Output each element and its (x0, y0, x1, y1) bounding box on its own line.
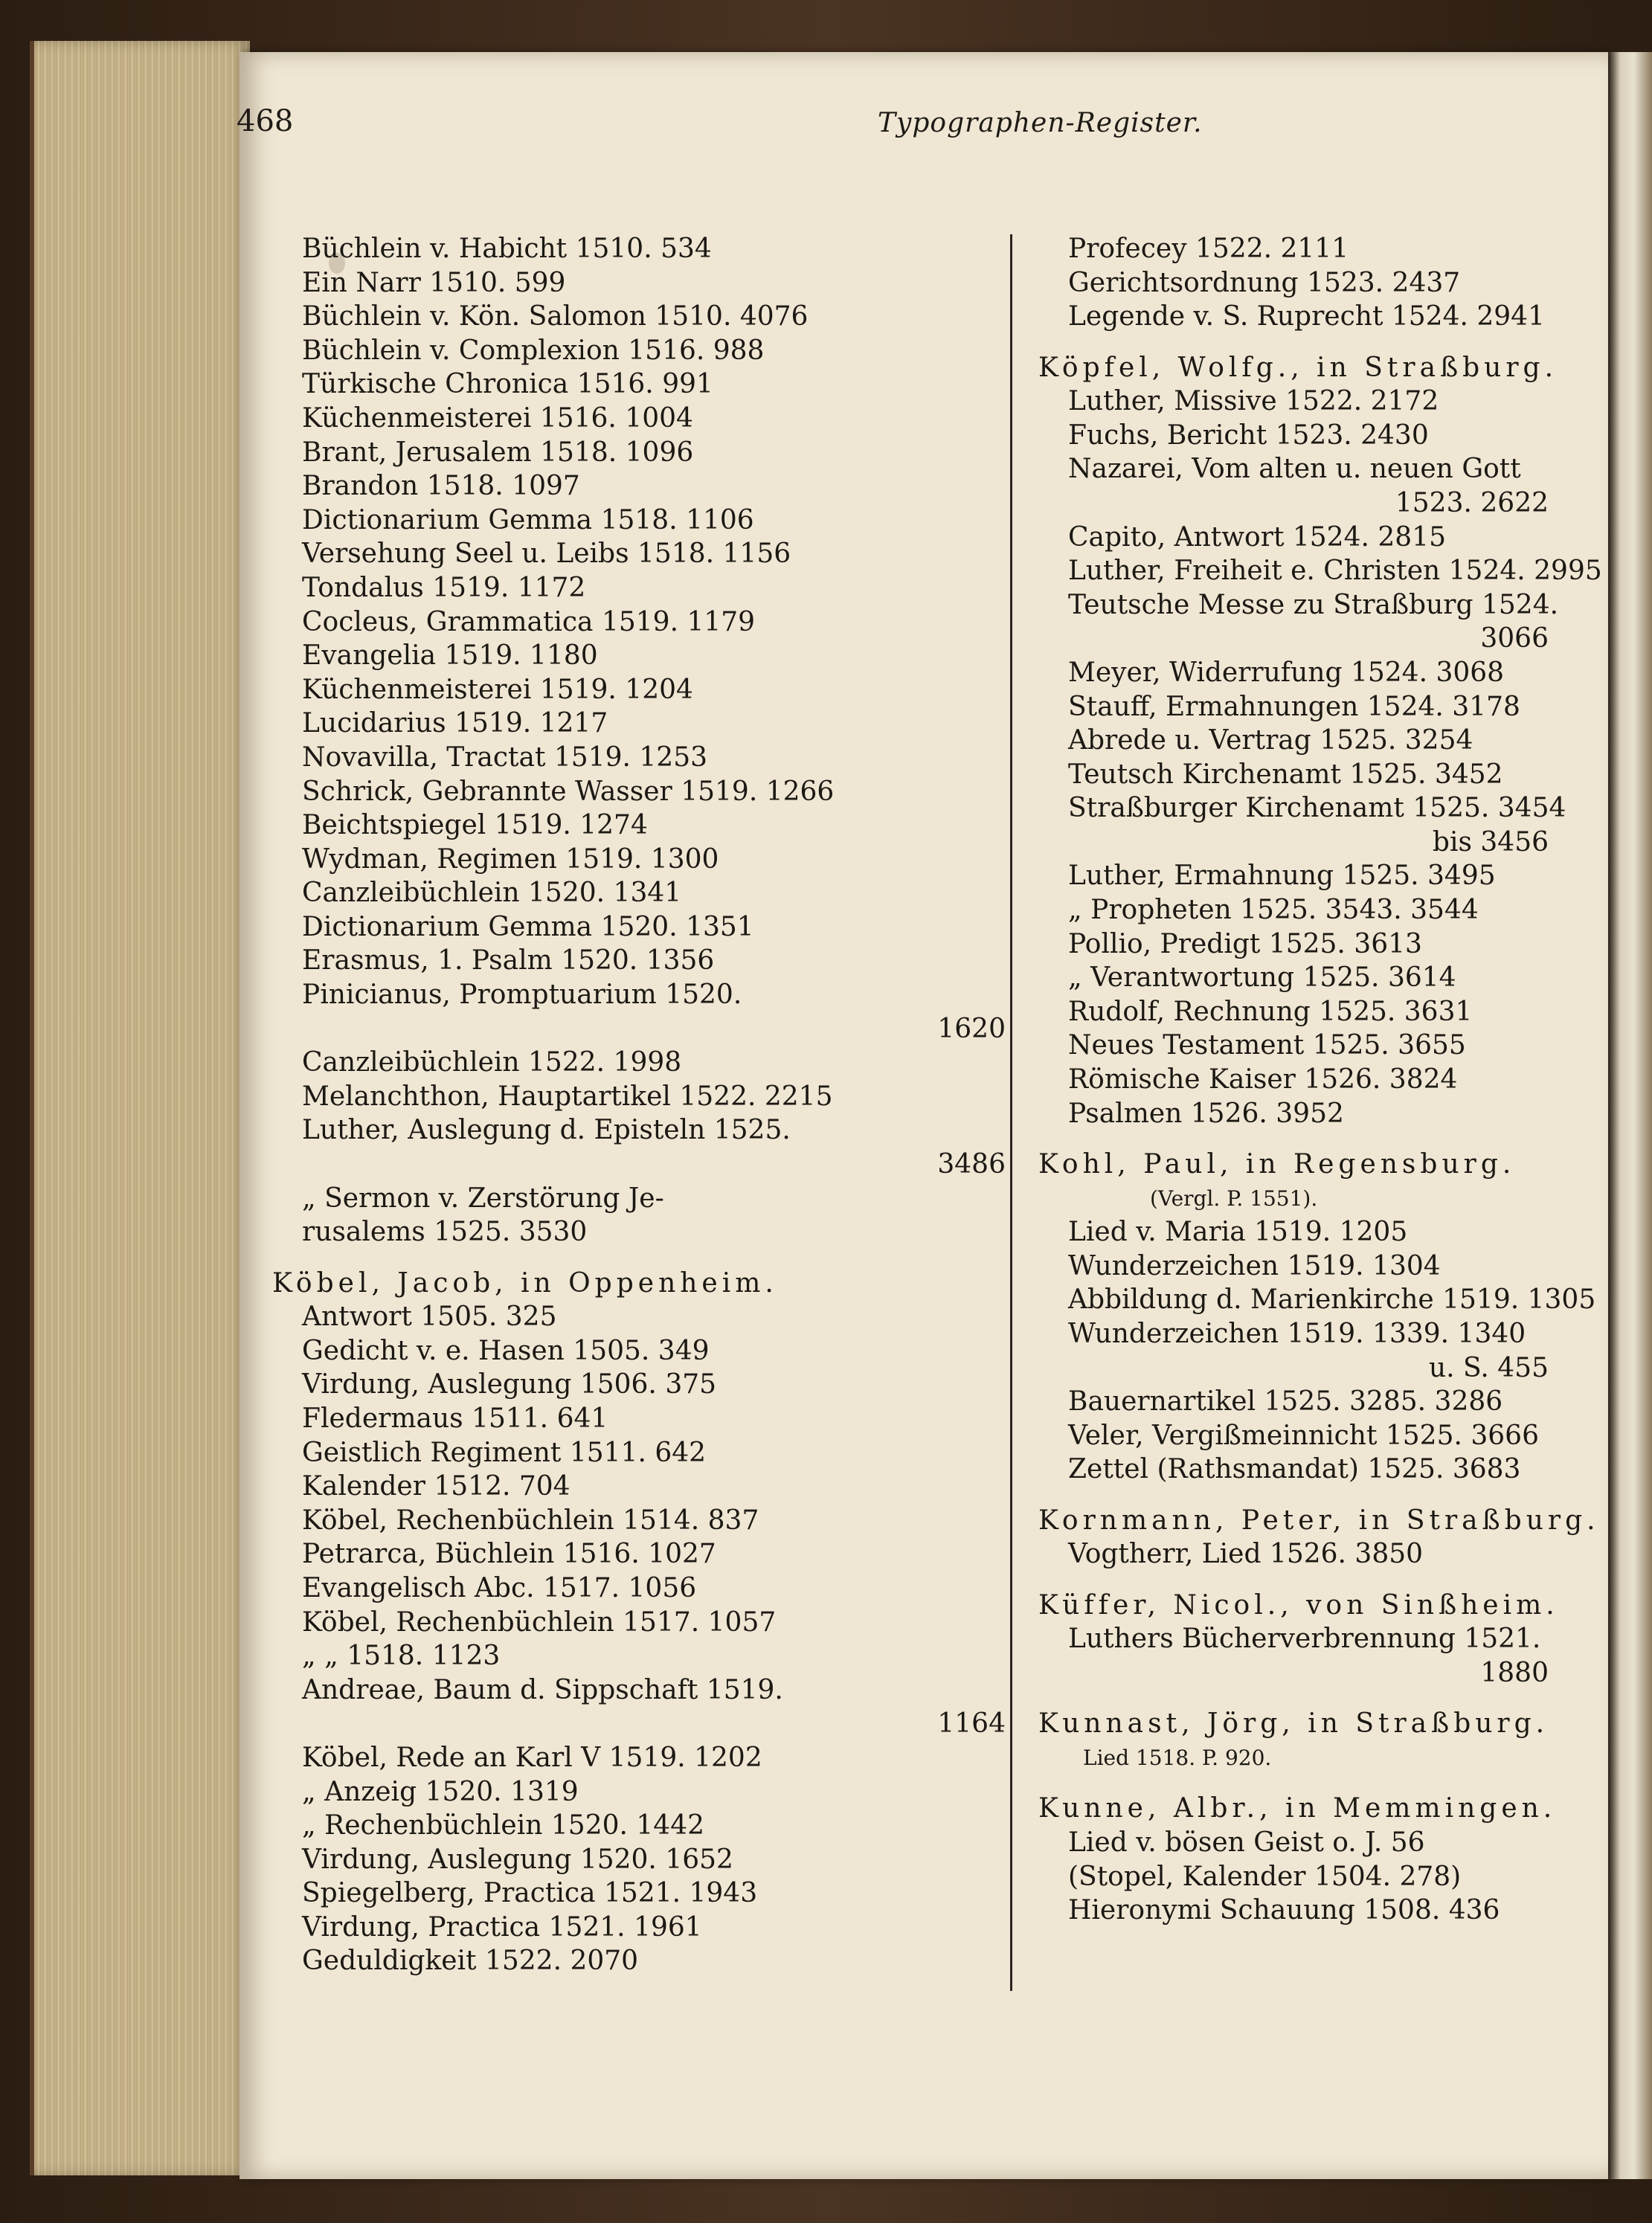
register-entry: Pinicianus, Promptuarium 1520. (302, 979, 742, 1011)
register-entry: (Stopel, Kalender 1504. 278) (1068, 1861, 1462, 1892)
section-gap (1038, 1571, 1552, 1589)
printer-heading: Küffer, Nicol., von Sinßheim. (1038, 1589, 1559, 1621)
printer-heading: Kohl, Paul, in Regensburg. (1038, 1149, 1516, 1180)
register-entry: Hieronymi Schauung 1508. 436 (1068, 1895, 1500, 1926)
column-divider (1010, 234, 1012, 1991)
register-entry: Pollio, Predigt 1525. 3613 (1068, 928, 1422, 959)
register-entry: Brandon 1518. 1097 (302, 471, 580, 502)
register-entry: Dictionarium Gemma 1520. 1351 (302, 911, 754, 942)
register-entry: Psalmen 1526. 3952 (1068, 1098, 1344, 1129)
register-entry: Virdung, Auslegung 1506. 375 (302, 1369, 717, 1400)
register-entry: Capito, Antwort 1524. 2815 (1068, 521, 1446, 553)
register-entry: Vogtherr, Lied 1526. 3850 (1068, 1539, 1424, 1570)
register-entry: Wydman, Regimen 1519. 1300 (302, 843, 719, 875)
register-entry: Neues Testament 1525. 3655 (1068, 1030, 1466, 1061)
register-entry: Spiegelberg, Practica 1521. 1943 (302, 1878, 758, 1909)
register-entry: Dictionarium Gemma 1518. 1106 (302, 504, 754, 535)
register-entry: Wunderzeichen 1519. 1339. 1340 (1068, 1319, 1526, 1349)
register-entry: Fledermaus 1511. 641 (302, 1403, 608, 1434)
register-entry: Abrede u. Vertrag 1525. 3254 (1068, 725, 1473, 756)
register-entry: Beichtspiegel 1519. 1274 (302, 810, 648, 841)
register-entry: Köbel, Rede an Karl V 1519. 1202 (302, 1742, 762, 1773)
register-entry: Teutsche Messe zu Straßburg 1524. (1068, 589, 1559, 620)
register-entry: „ Propheten 1525. 3543. 3544 (1068, 895, 1479, 926)
register-entry: Büchlein v. Habicht 1510. 534 (302, 234, 712, 264)
register-entry: Stauff, Ermahnungen 1524. 3178 (1068, 691, 1520, 722)
section-gap (1038, 334, 1552, 351)
printer-heading: Köbel, Jacob, in Oppenheim. (272, 1267, 778, 1299)
register-entry: Fuchs, Bericht 1523. 2430 (1068, 419, 1429, 451)
section-gap (1038, 1130, 1552, 1148)
register-entry: Versehung Seel u. Leibs 1518. 1156 (302, 538, 791, 570)
right-column (1038, 232, 1602, 1928)
register-entry: Luther, Ermahnung 1525. 3495 (1068, 860, 1496, 892)
register-entry: Kalender 1512. 704 (302, 1471, 571, 1502)
register-entry: Bauernartikel 1525. 3285. 3286 (1068, 1386, 1503, 1418)
register-entry: Lied v. bösen Geist o. J. 56 (1068, 1827, 1425, 1858)
register-entry: Evangelia 1519. 1180 (302, 640, 598, 672)
register-entry: „ Sermon v. Zerstörung Je- (302, 1183, 664, 1214)
register-entry: Andreae, Baum d. Sippschaft 1519. (302, 1674, 783, 1705)
register-entry: Luther, Missive 1522. 2172 (1068, 386, 1439, 417)
register-entry: Cocleus, Grammatica 1519. 1179 (302, 606, 756, 637)
printer-heading: Köpfel, Wolfg., in Straßburg. (1038, 352, 1558, 383)
register-entry: Straßburger Kirchenamt 1525. 3454 (1068, 793, 1566, 824)
register-entry: „ Anzeig 1520. 1319 (302, 1776, 579, 1807)
register-entry: Büchlein v. Kön. Salomon 1510. 4076 (302, 301, 809, 332)
entry-continuation: 1880 (1480, 1657, 1549, 1688)
reference-note: (Vergl. P. 1551). (1150, 1186, 1318, 1211)
section-gap (1038, 1775, 1552, 1792)
register-entry: Luther, Auslegung d. Episteln 1525. (302, 1115, 791, 1146)
register-entry: Ein Narr 1510. 599 (302, 267, 566, 298)
entry-continuation: 1164 (937, 1708, 1006, 1740)
register-entry: rusalems 1525. 3530 (302, 1217, 588, 1248)
register-entry: Gerichtsordnung 1523. 2437 (1068, 267, 1461, 298)
register-entry: Legende v. S. Ruprecht 1524. 2941 (1068, 301, 1545, 332)
register-entry: Teutsch Kirchenamt 1525. 3452 (1068, 759, 1503, 790)
register-entry: Türkische Chronica 1516. 991 (302, 369, 713, 400)
register-entry: Rudolf, Rechnung 1525. 3631 (1068, 996, 1473, 1027)
register-entry: Gedicht v. e. Hasen 1505. 349 (302, 1335, 710, 1366)
register-entry: „ „ 1518. 1123 (302, 1641, 501, 1672)
register-entry: Profecey 1522. 2111 (1068, 234, 1349, 264)
entry-continuation: 3486 (937, 1149, 1006, 1180)
printer-heading: Kornmann, Peter, in Straßburg. (1038, 1505, 1600, 1536)
register-entry: Evangelisch Abc. 1517. 1056 (302, 1572, 697, 1603)
register-entry: Virdung, Practica 1521. 1961 (302, 1911, 702, 1943)
register-entry: Erasmus, 1. Psalm 1520. 1356 (302, 945, 715, 977)
register-entry: Geistlich Regiment 1511. 642 (302, 1437, 707, 1468)
register-entry: Lucidarius 1519. 1217 (302, 708, 608, 739)
register-entry: „ Verantwortung 1525. 3614 (1068, 962, 1456, 994)
page-number: 468 (237, 104, 294, 138)
register-entry: Abbildung d. Marienkirche 1519. 1305 (1068, 1284, 1596, 1316)
book-page-edges (30, 41, 250, 2175)
facing-page-edge (1607, 52, 1652, 2179)
register-entry: „ Rechenbüchlein 1520. 1442 (302, 1810, 705, 1841)
register-entry: Wunderzeichen 1519. 1304 (1068, 1250, 1441, 1281)
section-gap (1038, 1690, 1552, 1708)
register-entry: Lied v. Maria 1519. 1205 (1068, 1217, 1408, 1248)
register-entry: Petrarca, Büchlein 1516. 1027 (302, 1539, 716, 1570)
register-entry: Büchlein v. Complexion 1516. 988 (302, 335, 765, 366)
register-entry: Canzleibüchlein 1522. 1998 (302, 1047, 682, 1078)
register-entry: Luthers Bücherverbrennung 1521. (1068, 1624, 1541, 1655)
entry-continuation: 1523. 2622 (1395, 487, 1549, 518)
register-entry: Antwort 1505. 325 (302, 1302, 557, 1333)
left-column (272, 232, 1009, 1978)
section-gap (1038, 1487, 1552, 1504)
register-entry: Römische Kaiser 1526. 3824 (1068, 1064, 1458, 1096)
entry-continuation: bis 3456 (1432, 826, 1549, 858)
entry-continuation: 1620 (937, 1013, 1006, 1044)
register-entry: Novavilla, Tractat 1519. 1253 (302, 741, 708, 773)
entry-continuation: 3066 (1480, 623, 1549, 654)
entry-continuation: u. S. 455 (1428, 1352, 1549, 1383)
printer-heading: Kunnast, Jörg, in Straßburg. (1038, 1708, 1549, 1740)
register-entry: Küchenmeisterei 1519. 1204 (302, 674, 693, 705)
section-gap (272, 1249, 1009, 1267)
running-title: Typographen-Register. (878, 108, 1203, 138)
register-entry: Tondalus 1519. 1172 (302, 572, 586, 603)
register-entry: Virdung, Auslegung 1520. 1652 (302, 1844, 733, 1875)
register-entry: Brant, Jerusalem 1518. 1096 (302, 437, 694, 468)
register-entry: Köbel, Rechenbüchlein 1517. 1057 (302, 1606, 777, 1638)
register-entry: Küchenmeisterei 1516. 1004 (302, 402, 693, 434)
register-entry: Schrick, Gebrannte Wasser 1519. 1266 (302, 776, 835, 807)
register-entry: Geduldigkeit 1522. 2070 (302, 1946, 639, 1977)
register-entry: Zettel (Rathsmandat) 1525. 3683 (1068, 1454, 1521, 1485)
reference-note: Lied 1518. P. 920. (1083, 1745, 1272, 1770)
register-entry: Meyer, Widerrufung 1524. 3068 (1068, 657, 1505, 688)
register-entry: Melanchthon, Hauptartikel 1522. 2215 (302, 1081, 833, 1112)
printer-heading: Kunne, Albr., in Memmingen. (1038, 1793, 1557, 1824)
register-entry: Köbel, Rechenbüchlein 1514. 837 (302, 1505, 759, 1536)
register-entry: Nazarei, Vom alten u. neuen Gott (1068, 454, 1521, 485)
register-entry: Luther, Freiheit e. Christen 1524. 2995 (1068, 556, 1602, 587)
register-entry: Canzleibüchlein 1520. 1341 (302, 878, 682, 909)
register-entry: Veler, Vergißmeinnicht 1525. 3666 (1068, 1420, 1539, 1451)
